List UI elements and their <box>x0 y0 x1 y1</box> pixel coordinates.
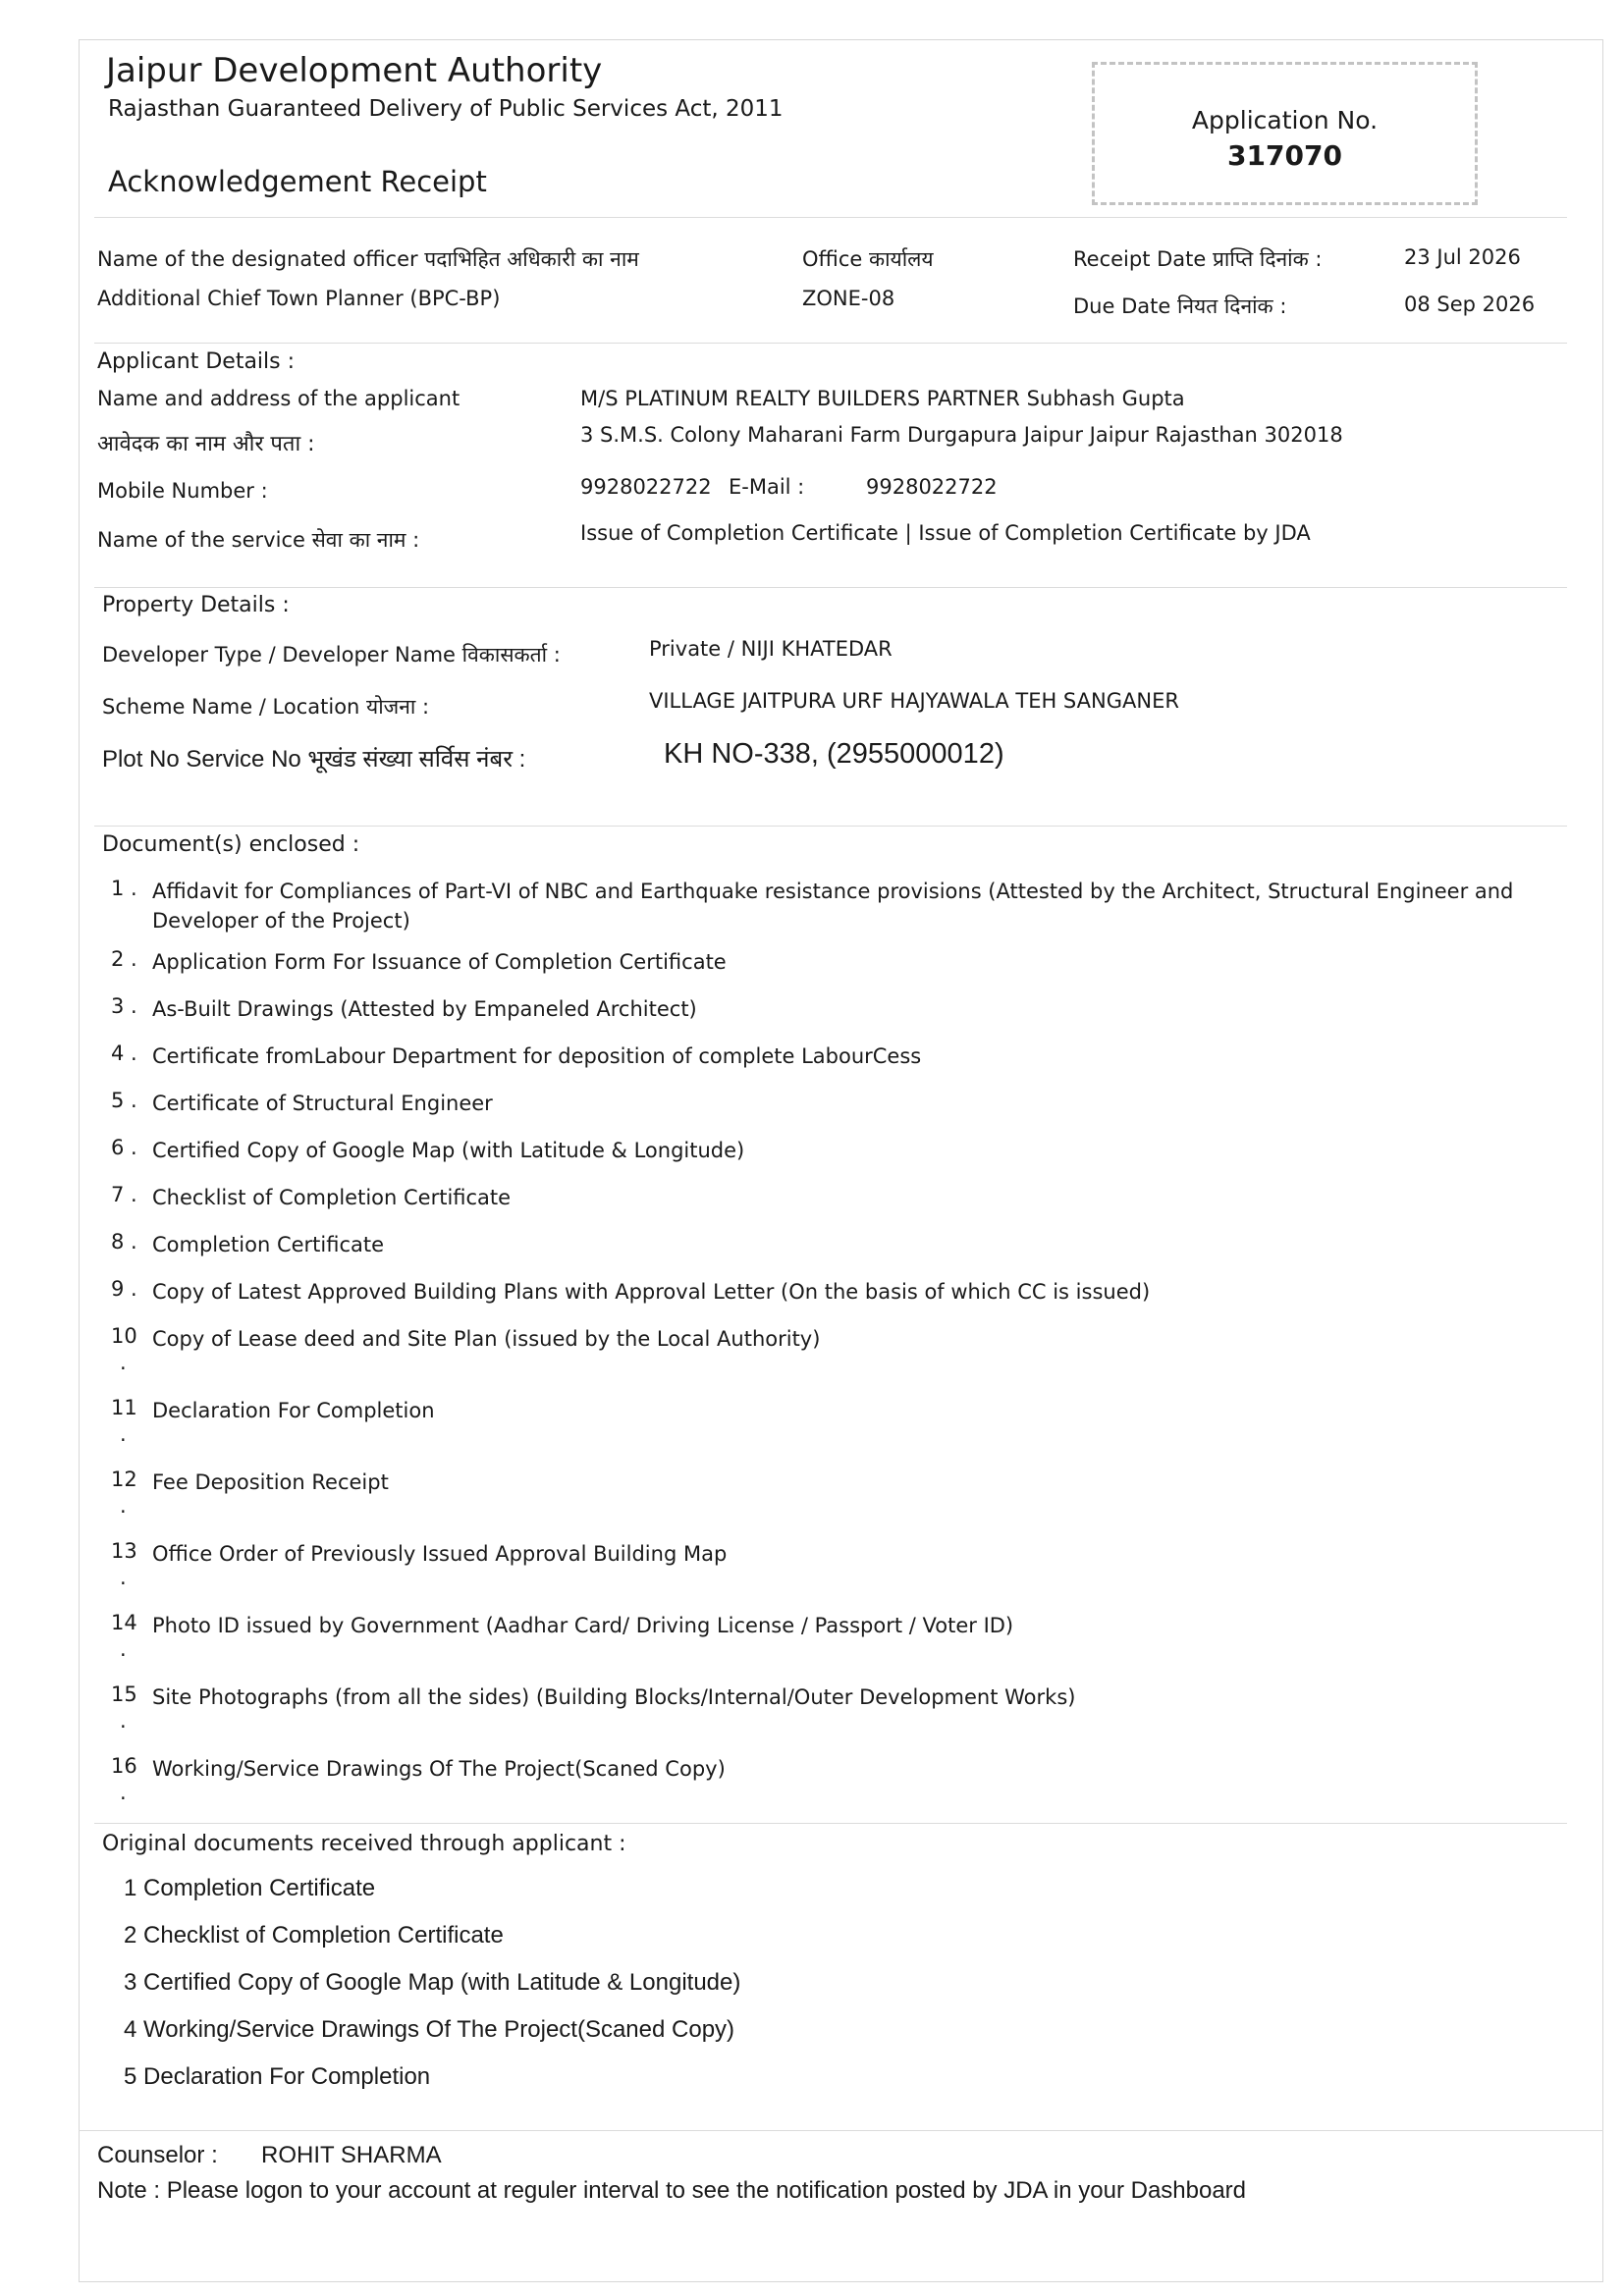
receipt-title: Acknowledgement Receipt <box>108 165 487 198</box>
applicant-name-label: Name and address of the applicant <box>97 387 460 410</box>
email-label: E-Mail : <box>729 475 805 499</box>
original-document-item: 1 Completion Certificate <box>124 1875 376 1901</box>
original-document-item: 4 Working/Service Drawings Of The Project(Scaned Copy) <box>124 2016 735 2043</box>
plot-value: KH NO-338, (2955000012) <box>664 738 1004 770</box>
application-number: 317070 <box>1227 139 1342 172</box>
service-label: Name of the service सेवा का नाम : <box>97 528 420 552</box>
property-heading: Property Details : <box>102 593 290 617</box>
originals-heading: Original documents received through applicant : <box>102 1832 626 1856</box>
office-value: ZONE-08 <box>802 287 895 310</box>
mobile-label: Mobile Number : <box>97 479 268 503</box>
divider <box>94 343 1567 344</box>
scheme-value: VILLAGE JAITPURA URF HAJYAWALA TEH SANGANER <box>649 689 1179 713</box>
scheme-label: Scheme Name / Location योजना : <box>102 695 430 719</box>
divider <box>94 587 1567 588</box>
applicant-name-label-hindi: आवेदक का नाम और पता : <box>97 432 315 456</box>
authority-title: Jaipur Development Authority <box>106 51 603 90</box>
developer-label: Developer Type / Developer Name विकासकर्ता : <box>102 643 561 667</box>
divider <box>79 2130 1603 2131</box>
divider <box>94 217 1567 218</box>
divider <box>94 1823 1567 1824</box>
dashboard-note: Note : Please logon to your account at reguler interval to see the notification posted by JDA in your Dashboard <box>97 2177 1247 2204</box>
original-document-item: 2 Checklist of Completion Certificate <box>124 1922 504 1949</box>
application-number-label: Application No. <box>1191 106 1379 134</box>
applicant-heading: Applicant Details : <box>97 349 296 374</box>
documents-heading: Document(s) enclosed : <box>102 832 360 857</box>
service-value: Issue of Completion Certificate | Issue of Completion Certificate by JDA <box>580 521 1311 545</box>
office-label: Office कार्यालय <box>802 247 934 271</box>
officer-name-label: Name of the designated officer पदाभिहित अधिकारी का नाम <box>97 247 639 271</box>
divider <box>94 826 1567 827</box>
email-value: 9928022722 <box>866 475 998 499</box>
receipt-date-label: Receipt Date प्राप्ति दिनांक : <box>1073 247 1323 271</box>
mobile-value: 9928022722 <box>580 475 712 499</box>
receipt-date-value: 23 Jul 2026 <box>1404 245 1521 269</box>
applicant-name-value: M/S PLATINUM REALTY BUILDERS PARTNER Subhash Gupta <box>580 387 1185 410</box>
due-date-label: Due Date नियत दिनांक : <box>1073 294 1287 318</box>
counselor-name: ROHIT SHARMA <box>261 2142 442 2168</box>
counselor-label: Counselor : <box>97 2142 218 2168</box>
developer-value: Private / NIJI KHATEDAR <box>649 637 893 661</box>
original-document-item: 5 Declaration For Completion <box>124 2063 431 2090</box>
plot-label: Plot No Service No भूखंड संख्या सर्विस नंबर : <box>102 746 526 773</box>
application-number-box <box>1092 62 1478 205</box>
due-date-value: 08 Sep 2026 <box>1404 293 1536 316</box>
applicant-address-value: 3 S.M.S. Colony Maharani Farm Durgapura Jaipur Jaipur Rajasthan 302018 <box>580 423 1343 447</box>
original-document-item: 3 Certified Copy of Google Map (with Latitude & Longitude) <box>124 1969 741 1996</box>
act-subtitle: Rajasthan Guaranteed Delivery of Public Services Act, 2011 <box>108 96 784 122</box>
officer-name-value: Additional Chief Town Planner (BPC-BP) <box>97 287 501 310</box>
